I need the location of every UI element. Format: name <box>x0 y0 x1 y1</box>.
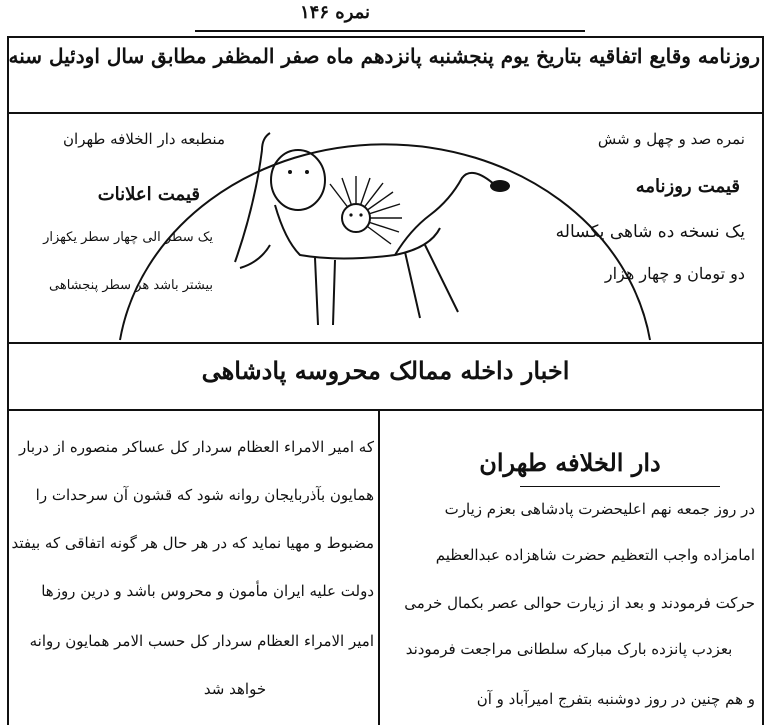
right-line-2: امامزاده واجب التعظیم حضرت شاهزاده عبدالعظیم <box>435 546 755 564</box>
right-line-3: حرکت فرمودند و بعد از زیارت حوالی عصر بکمال خرمی <box>404 594 755 612</box>
section-heading: اخبار داخله ممالک محروسه پادشاهی <box>201 356 570 385</box>
left-line-3: مضبوط و مهیا نماید که در هر حال هر گونه اتفاقی که بیفتد <box>11 534 374 552</box>
left-line-4: دولت علیه ایران مأمون و محروس باشد و درین روزها <box>41 582 374 600</box>
left-line-1: که امیر الامراء العظام سردار کل عساکر منصوره از دربار <box>19 438 374 456</box>
price-line-1: یک نسخه ده شاهی یکساله <box>555 222 745 242</box>
price-line-2: دو تومان و چهار هزار <box>604 264 745 283</box>
ads-price-line-1: یک سطر الی چهار سطر یکهزار <box>43 230 213 245</box>
price-title: قیمت روزنامه <box>635 176 740 197</box>
right-line-1: در روز جمعه نهم اعلیحضرت پادشاهی بعزم زیارت <box>444 500 755 518</box>
left-line-2: همایون بآذربایجان روانه شود که قشون آن سرحدات را <box>35 486 374 504</box>
left-line-5: امیر الامراء العظام سردار کل حسب الامر همایون روانه <box>29 632 374 650</box>
column-divider <box>378 411 380 725</box>
heading-rule-top <box>7 342 764 344</box>
heading-rule-bottom <box>7 409 764 411</box>
right-column-heading: دار الخلافه طهران <box>479 448 661 477</box>
ads-price-line-2: بیشتر باشد هر سطر پنجشاهی <box>49 278 213 293</box>
left-line-6: خواهد شد <box>203 680 267 698</box>
masthead-title: روزنامه وقایع اتفاقیه بتاریخ یوم پنجشنبه پانزدهم ماه صفر المظفر مطابق سال اودئیل سنه <box>8 44 760 68</box>
right-line-5: و هم چنین در روز دوشنبه بتفرج امیرآباد و آن <box>476 690 755 708</box>
issue-number-text: نمره صد و چهل و شش <box>597 130 745 148</box>
right-line-4: بعزدب پانزده بارک مبارکه سلطانی مراجعت فرمودند <box>405 640 733 658</box>
sun-face <box>342 204 370 232</box>
top-issue-number: نمره ۱۴۶ <box>300 2 371 23</box>
right-heading-underline <box>520 486 720 487</box>
ads-price-title: قیمت اعلانات <box>97 184 200 205</box>
printed-at: منطبعه دار الخلافه طهران <box>63 130 225 148</box>
